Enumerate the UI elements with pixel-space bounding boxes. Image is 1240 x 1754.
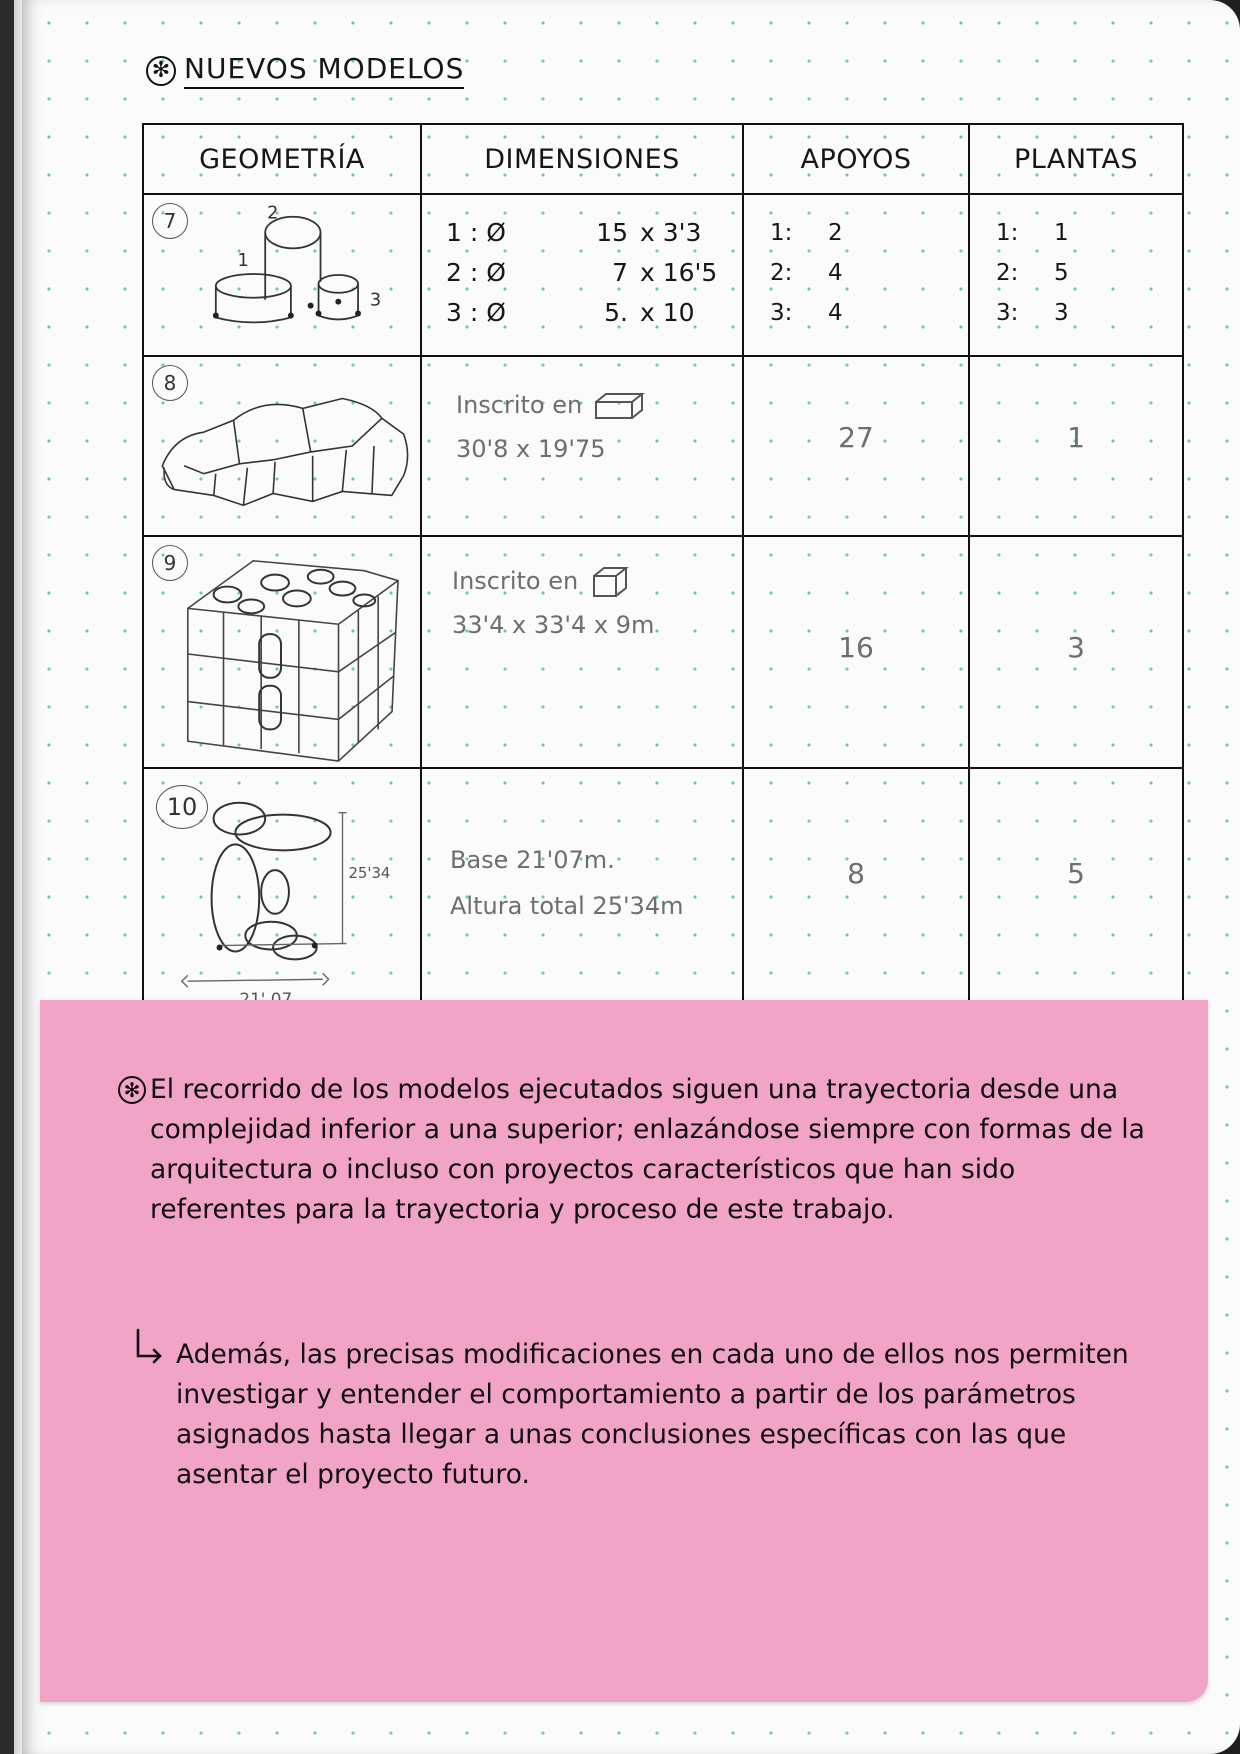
box-icon	[592, 390, 648, 420]
plantas-value: 5	[1054, 260, 1069, 286]
dimension-diameter: 15	[596, 218, 628, 247]
return-arrow-icon	[132, 1326, 166, 1370]
list-item	[446, 293, 728, 333]
cube-icon	[590, 564, 630, 598]
plantas-value: 1	[1054, 220, 1069, 246]
title-text: NUEVOS MODELOS	[184, 52, 464, 89]
header-geometria: GEOMETRÍA	[143, 124, 421, 194]
apoyos-cell	[743, 356, 969, 536]
list-item	[446, 213, 728, 253]
list-item	[996, 293, 1069, 333]
plantas-cell	[969, 194, 1183, 356]
dimensions-cell	[421, 536, 743, 768]
part-label: 1:	[770, 220, 793, 246]
apoyos-list	[770, 213, 843, 333]
part-label: 1	[237, 251, 249, 272]
dimension-label: 2 : Ø	[446, 258, 506, 287]
dimension-label: 3 : Ø	[446, 298, 506, 327]
dimension-height: x 10	[640, 298, 695, 327]
page-title	[146, 52, 464, 89]
perforated-cube-sketch	[144, 537, 420, 767]
part-label: 3	[369, 290, 382, 311]
part-label: 2	[267, 203, 279, 224]
models-table	[142, 123, 1184, 1011]
list-item	[770, 253, 843, 293]
apoyos-value: 16	[838, 631, 874, 664]
part-label: 2:	[770, 260, 793, 286]
list-item	[770, 213, 843, 253]
header-apoyos: APOYOS	[743, 124, 969, 194]
header-dimensiones: DIMENSIONES	[421, 124, 743, 194]
dimension-height: x 3'3	[640, 218, 702, 247]
dimension-text	[450, 837, 683, 929]
model-number: 8	[152, 365, 188, 401]
blocks-sketch	[144, 357, 420, 535]
model-number: 10	[156, 785, 208, 829]
part-label: 3:	[770, 300, 793, 326]
part-label: 2:	[996, 260, 1019, 286]
model-number: 7	[152, 203, 188, 239]
plantas-cell	[969, 536, 1183, 768]
note-paragraph: El recorrido de los modelos ejecutados siguen una trayectoria desde una complejidad inferior a una superior; enlazándose siempre con formas de la arquitectura o incluso con proyectos característicos que han sido referentes para la trayectoria y proceso de este trabajo.	[150, 1074, 1145, 1225]
geometry-cell	[143, 536, 421, 768]
dimension-text	[456, 383, 648, 471]
apoyos-value: 4	[828, 260, 843, 286]
plantas-value: 3	[1067, 631, 1085, 664]
apoyos-cell	[743, 768, 969, 1010]
dimension-value: 30'8 x 19'75	[456, 435, 606, 463]
height-label: 25'34	[348, 864, 391, 883]
header-plantas: PLANTAS	[969, 124, 1183, 194]
asterisk-circle-icon: ✻	[146, 56, 176, 86]
base-dimension: Base 21'07m.	[450, 846, 615, 874]
plantas-value: 3	[1054, 300, 1069, 326]
dimensions-cell	[421, 356, 743, 536]
table-row	[143, 356, 1183, 536]
apoyos-value: 4	[828, 300, 843, 326]
list-item	[446, 253, 728, 293]
dimensions-cell	[421, 768, 743, 1010]
geometry-cell	[143, 194, 421, 356]
part-label: 1:	[996, 220, 1019, 246]
dimension-value: 33'4 x 33'4 x 9m	[452, 611, 655, 639]
dimension-diameter: 5.	[604, 298, 628, 327]
geometry-cell	[143, 768, 421, 1010]
table-row	[143, 194, 1183, 356]
dimension-list	[446, 213, 728, 333]
plantas-value: 5	[1067, 857, 1085, 890]
plantas-cell	[969, 356, 1183, 536]
ovoid-stack-sketch	[144, 769, 420, 1009]
part-label: 3:	[996, 300, 1019, 326]
dimension-diameter: 7	[612, 258, 628, 287]
dimension-label: 1 : Ø	[446, 218, 506, 247]
asterisk-circle-icon: ✻	[118, 1076, 146, 1104]
apoyos-value: 27	[838, 421, 874, 454]
list-item	[996, 253, 1069, 293]
sticky-note	[40, 1000, 1208, 1702]
apoyos-value: 8	[847, 857, 865, 890]
table-row	[143, 768, 1183, 1010]
apoyos-value: 2	[828, 220, 843, 246]
plantas-value: 1	[1067, 421, 1085, 454]
list-item	[996, 213, 1069, 253]
cylinders-sketch	[144, 195, 420, 355]
inscribed-label: Inscrito en	[452, 567, 579, 595]
height-dimension: Altura total 25'34m	[450, 892, 684, 920]
plantas-cell	[969, 768, 1183, 1010]
inscribed-label: Inscrito en	[456, 391, 583, 419]
note-paragraph: Además, las precisas modificaciones en cada uno de ellos nos permiten investigar y entender el comportamiento a partir de los parámetros asignados hasta llegar a unas conclusiones específicas con las que asentar el proyecto futuro.	[176, 1339, 1129, 1490]
dimensions-cell	[421, 194, 743, 356]
model-number: 9	[152, 545, 188, 581]
geometry-cell	[143, 356, 421, 536]
table-row	[143, 536, 1183, 768]
list-item	[770, 293, 843, 333]
dimension-height: x 16'5	[640, 258, 718, 287]
apoyos-cell	[743, 194, 969, 356]
plantas-list	[996, 213, 1069, 333]
dimension-text	[452, 559, 654, 647]
apoyos-cell	[743, 536, 969, 768]
